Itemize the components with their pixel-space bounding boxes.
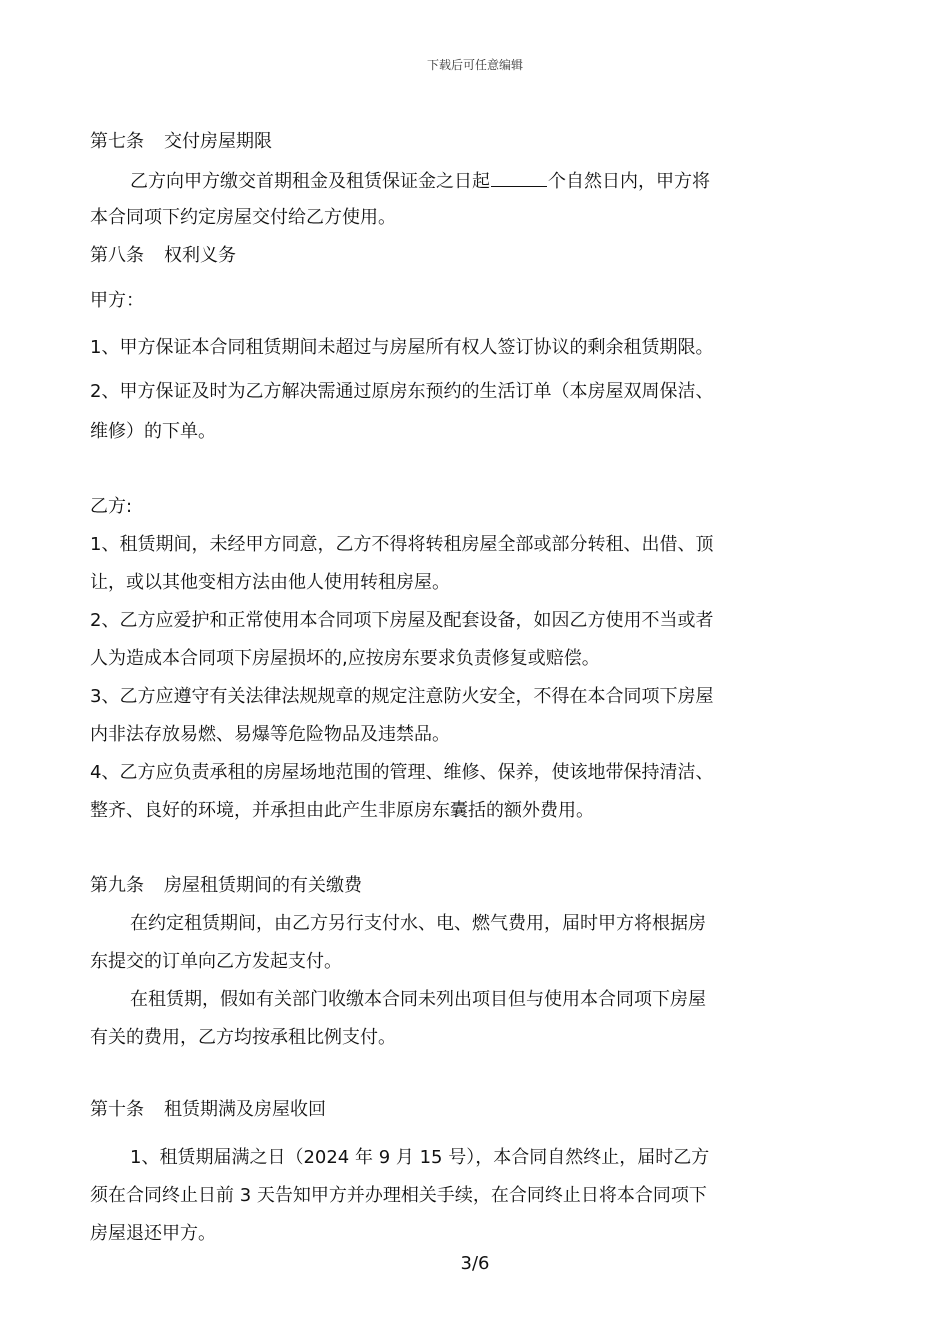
text-segment: 乙方向甲方缴交首期租金及租赁保证金之日起	[130, 171, 490, 192]
article-title: 房屋租赁期间的有关缴费	[164, 875, 362, 896]
page-header-note: 下载后可任意编辑	[426, 58, 523, 72]
article-10-paragraph-line-2: 须在合同终止日前 3 天告知甲方并办理相关手续，在合同终止日将本合同项下	[90, 1185, 707, 1206]
article-9-paragraph-1-line-2: 东提交的订单向乙方发起支付。	[90, 951, 342, 972]
party-b-clause-2-line-1: 2、乙方应爱护和正常使用本合同项下房屋及配套设备，如因乙方使用不当或者	[90, 610, 714, 631]
article-number: 第十条	[90, 1099, 144, 1120]
article-9-paragraph-1-line-1: 在约定租赁期间，由乙方另行支付水、电、燃气费用，届时甲方将根据房	[130, 913, 706, 934]
article-title: 租赁期满及房屋收回	[164, 1099, 326, 1120]
article-10-heading	[90, 1098, 326, 1122]
article-9-paragraph-2-line-2: 有关的费用，乙方均按承租比例支付。	[90, 1027, 396, 1048]
article-7-heading	[90, 130, 272, 154]
article-number: 第九条	[90, 875, 144, 896]
article-9-heading	[90, 874, 362, 898]
party-b-clause-1-line-2: 让，或以其他变相方法由他人使用转租房屋。	[90, 572, 450, 593]
blank-fill-line	[491, 168, 547, 187]
article-number: 第七条	[90, 131, 144, 152]
article-7-paragraph-line-1	[130, 168, 710, 194]
party-a-clause-1: 1、甲方保证本合同租赁期间未超过与房屋所有权人签订协议的剩余租赁期限。	[90, 337, 714, 358]
party-b-clause-3-line-2: 内非法存放易燃、易爆等危险物品及违禁品。	[90, 724, 450, 745]
party-b-clause-2-line-2: 人为造成本合同项下房屋损坏的,应按房东要求负责修复或赔偿。	[90, 648, 600, 669]
article-10-paragraph-line-1: 1、租赁期届满之日（2024 年 9 月 15 号），本合同自然终止，届时乙方	[130, 1147, 710, 1168]
party-a-clause-2-line-1: 2、甲方保证及时为乙方解决需通过原房东预约的生活订单（本房屋双周保洁、	[90, 381, 714, 402]
party-b-clause-4-line-1: 4、乙方应负责承租的房屋场地范围的管理、维修、保养，使该地带保持清洁、	[90, 762, 714, 783]
article-8-heading	[90, 244, 236, 268]
party-b-clause-1-line-1: 1、租赁期间，未经甲方同意，乙方不得将转租房屋全部或部分转租、出借、顶	[90, 534, 714, 555]
party-b-clause-4-line-2: 整齐、良好的环境，并承担由此产生非原房东囊括的额外费用。	[90, 800, 594, 821]
article-title: 权利义务	[164, 245, 236, 266]
party-b-label: 乙方:	[90, 496, 133, 517]
text-segment: 个自然日内，甲方将	[548, 171, 710, 192]
page-number: 3/6	[460, 1253, 490, 1274]
article-10-paragraph-line-3: 房屋退还甲方。	[90, 1223, 216, 1244]
party-a-clause-2-line-2: 维修）的下单。	[90, 421, 216, 442]
article-9-paragraph-2-line-1: 在租赁期，假如有关部门收缴本合同未列出项目但与使用本合同项下房屋	[130, 989, 706, 1010]
party-a-label: 甲方：	[90, 290, 144, 311]
article-number: 第八条	[90, 245, 144, 266]
party-b-clause-3-line-1: 3、乙方应遵守有关法律法规规章的规定注意防火安全，不得在本合同项下房屋	[90, 686, 714, 707]
article-7-paragraph-line-2: 本合同项下约定房屋交付给乙方使用。	[90, 207, 396, 228]
article-title: 交付房屋期限	[164, 131, 272, 152]
